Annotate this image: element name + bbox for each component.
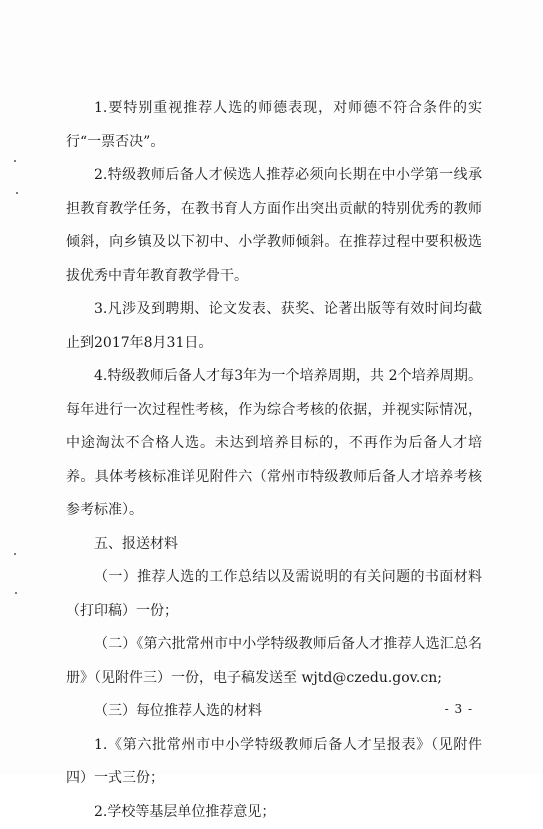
paragraph-subitem-2: 2.学校等基层单位推荐意见；: [66, 796, 482, 829]
document-body: [66, 92, 482, 829]
paragraph-subitem-1: 1.《第六批常州市中小学特级教师后备人才呈报表》（见附件四）一式三份；: [66, 729, 482, 796]
section-heading: 五、报送材料: [66, 528, 482, 562]
paragraph-item-1: （一）推荐人选的工作总结以及需说明的有关问题的书面材料（打印稿）一份；: [66, 561, 482, 628]
paragraph-3: 3.凡涉及到聘期、论文发表、获奖、论著出版等有效时间均截止到2017年8月31日。: [66, 293, 482, 360]
page-number: - 3 -: [445, 702, 473, 716]
paragraph-item-3: （三）每位推荐人选的材料: [66, 695, 482, 729]
paragraph-item-2: （二）《第六批常州市中小学特级教师后备人才推荐人选汇总名册》（见附件三）一份，电子稿发送至 wjtd@czedu.gov.cn;: [66, 628, 482, 695]
paragraph-1: 1.要特别重视推荐人选的师德表现，对师德不符合条件的实行“一票否决”。: [66, 92, 482, 159]
scan-speck: [14, 553, 16, 555]
scan-speck: [15, 592, 17, 594]
scan-speck: [16, 192, 18, 194]
paragraph-4: 4.特级教师后备人才每3年为一个培养周期，共 2个培养周期。每年进行一次过程性考核，作为综合考核的依据，并视实际情况，中途淘汰不合格人选。未达到培养目标的，不再作为后备人才培养。具体考核标准详见附件六（常州市特级教师后备人才培养考核参考标准）。: [66, 360, 482, 528]
scan-speck: [14, 160, 16, 162]
paragraph-2: 2.特级教师后备人才候选人推荐必须向长期在中小学第一线承担教育教学任务，在教书育人方面作出突出贡献的特别优秀的教师倾斜，向乡镇及以下初中、小学教师倾斜。在推荐过程中要积极选拔优秀中青年教育教学骨干。: [66, 159, 482, 293]
